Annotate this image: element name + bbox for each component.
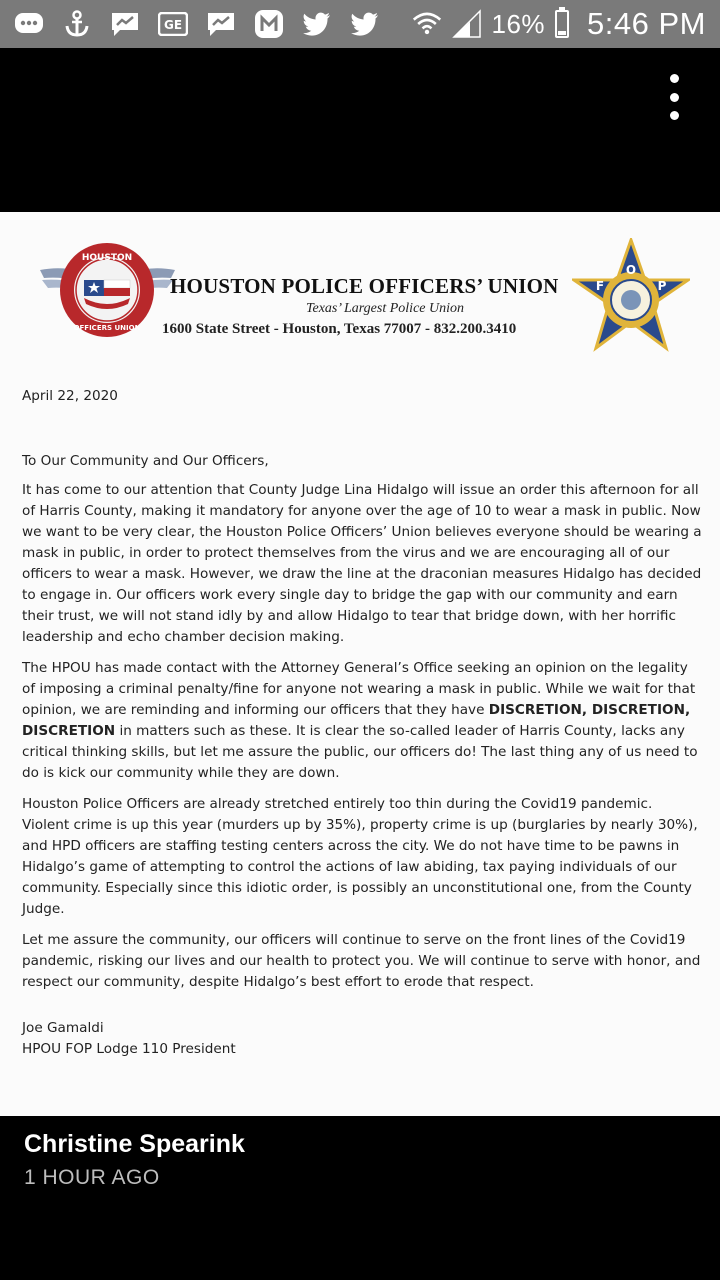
twitter-icon-2 — [350, 9, 380, 39]
post-timestamp: 1 HOUR AGO — [24, 1166, 160, 1189]
letterhead — [0, 212, 720, 362]
post-footer — [0, 1116, 720, 1280]
battery-percent: 16% — [491, 8, 546, 39]
svg-text:OFFICERS UNION: OFFICERS UNION — [73, 324, 141, 332]
menu-dot — [670, 111, 679, 120]
signature-title: HPOU FOP Lodge 110 President — [22, 1041, 236, 1057]
wifi-icon — [412, 9, 442, 39]
signal-icon — [452, 9, 482, 39]
paragraph-2-text-end: in matters such as these. It is clear the so-called leader of Harris County, lacks any critical thinking skills, but let me assure the public, our officers do! The last thing any of us need to do is kick our community while they are down. — [22, 723, 698, 781]
messaging-icon — [14, 9, 44, 39]
menu-dot — [670, 93, 679, 102]
org-name: HOUSTON POLICE OFFICERS’ UNION — [170, 274, 559, 298]
logo-text: HOUSTON — [81, 253, 133, 263]
org-address: 1600 State Street - Houston, Texas 77007 - 832.200.3410 — [162, 321, 517, 337]
hpou-logo — [40, 240, 175, 360]
letter-salutation: To Our Community and Our Officers, — [22, 453, 269, 469]
letter-image — [0, 212, 720, 1116]
system-status — [412, 6, 707, 42]
paragraph-2-text: The HPOU has made contact with the Attorney General’s Office seeking an opinion on the legality of imposing a criminal penalty/fine for anyone not wearing a mask in public. While we wait for that opinion, we are reminding and informing our officers that they have — [22, 660, 696, 718]
letter-body — [22, 386, 702, 1003]
status-bar — [0, 0, 720, 48]
twitter-icon — [302, 9, 332, 39]
menu-dot — [670, 74, 679, 83]
chat-icon — [110, 9, 140, 39]
fop-letter-o: O — [625, 263, 637, 277]
letter-date: April 22, 2020 — [22, 388, 118, 404]
letter-paragraph-1: It has come to our attention that County Judge Lina Hidalgo will issue an order this afternoon for all of Harris County, making it mandatory for anyone over the age of 10 to wear a mask in public. Now we want to be very clear, the Houston Police Officers’ Union believes everyone should be wearing a mask in public, in order to protect themselves from the virus and we are encouraging all of our officers to wear a mask. However, we draw the line at the draconian measures Hidalgo has decided to engage in. Our officers work every single day to bridge the gap with our community and earn their trust, we will not stand idly by and allow Hidalgo to tear that bridge down, with her horrific leadership and echo chamber decision making. — [22, 482, 702, 645]
notification-icons — [14, 9, 380, 39]
poster-name[interactable]: Christine Spearink — [24, 1130, 245, 1158]
fop-letter-p: P — [657, 279, 667, 293]
letter-paragraph-3: Houston Police Officers are already stretched entirely too thin during the Covid19 pandemic. Violent crime is up this year (murders up by 35%), property crime is up (burglaries by nearly 30%), and HPD officers are staffing testing centers across the city. We do not have time to be pawns in Hidalgo’s game of attempting to control the actions of law abiding, tax paying individuals of our community. Especially since this idiotic order, is possibly an unconstitutional one, from the County Judge. — [22, 796, 698, 917]
anchor-icon — [62, 9, 92, 39]
chat-icon-2 — [206, 9, 236, 39]
m-icon — [254, 9, 284, 39]
paragraph-2-emphasis: DISCRETION, DISCRETION, DISCRETION — [22, 702, 691, 739]
fop-letter-f: F — [595, 279, 605, 293]
org-tagline: Texas’ Largest Police Union — [305, 301, 464, 316]
letter-paragraph-2 — [22, 658, 702, 784]
battery-icon — [555, 10, 569, 38]
battery-level-fill — [558, 31, 566, 35]
signature-name: Joe Gamaldi — [22, 1020, 104, 1036]
signature-block — [22, 1018, 236, 1060]
fop-logo — [572, 238, 690, 356]
more-options-button[interactable] — [664, 74, 684, 120]
svg-text:GE: GE — [163, 18, 183, 32]
clock: 5:46 PM — [587, 6, 706, 41]
letter-paragraph-4: Let me assure the community, our officers will continue to serve on the front lines of the Covid19 pandemic, risking our lives and our health to protect you. We will continue to serve with honor, and respect our community, despite Hidalgo’s best effort to erode that respect. — [22, 932, 701, 990]
ge-icon — [158, 9, 188, 39]
